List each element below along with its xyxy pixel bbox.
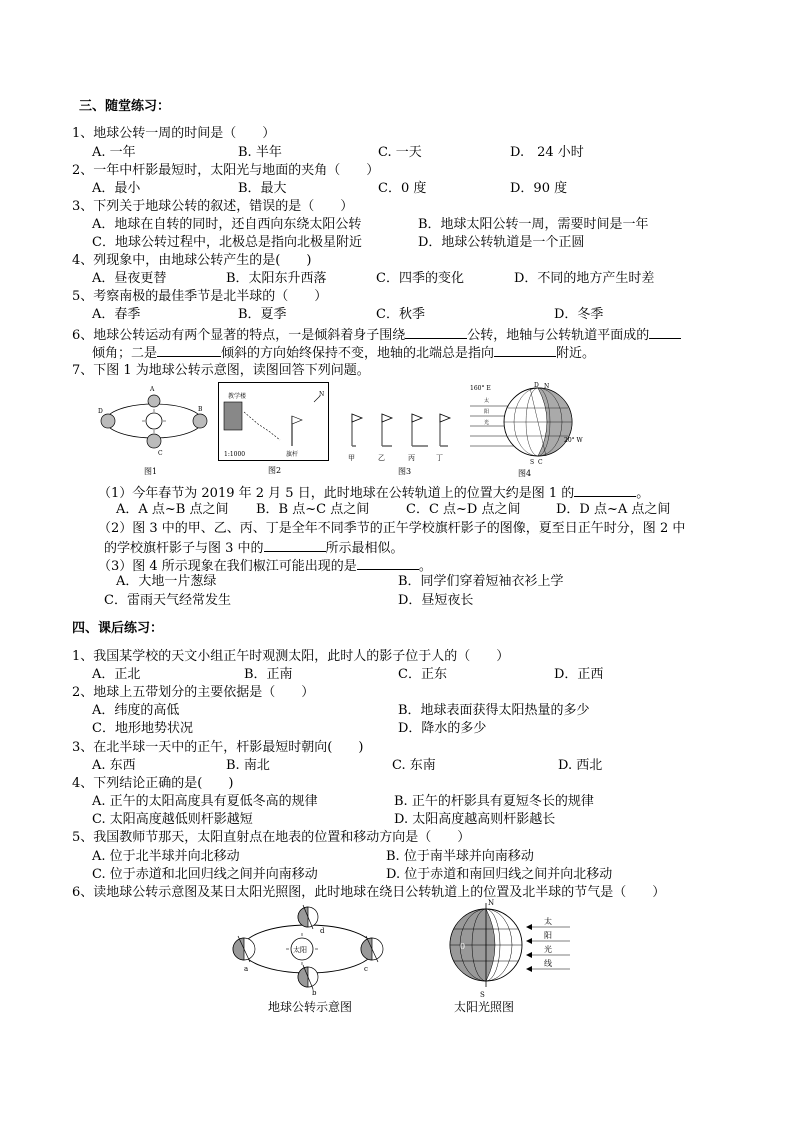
q4-3-opt-c: C. 东南 — [392, 758, 436, 773]
orbit-point-a: a — [244, 965, 249, 973]
q3-5-opt-c: C．秋季 — [376, 307, 425, 322]
blank-field[interactable] — [494, 344, 556, 357]
fig2-label: 图2 — [268, 466, 282, 475]
q4-5-stem: 5、我国教师节那天，太阳直射点在地表的位置和移动方向是（ ） — [72, 830, 471, 845]
q3-7-sub2-b — [104, 539, 404, 557]
sunlight-diagram — [446, 897, 572, 1015]
orbit-point-c: c — [364, 965, 368, 973]
fig4-side-2: 阳 — [484, 409, 490, 415]
q3-7-sub2-pre: 的学校旗杆影子与图 3 中的 — [104, 541, 264, 556]
sun-icon — [146, 413, 162, 429]
q3-4-opt-a: A．昼夜更替 — [92, 271, 167, 286]
sunlight-n: N — [488, 899, 495, 907]
rays-1: 太 — [544, 917, 552, 926]
rays-2: 阳 — [544, 931, 552, 940]
q3-3-stem: 3、下列关于地球公转的叙述，错误的是（ ） — [72, 199, 354, 214]
q3-6-text-2: 公转，地轴与公转轨道平面成的 — [467, 328, 650, 343]
blank-field[interactable] — [264, 539, 326, 552]
q3-2-opt-b: B．最大 — [238, 181, 287, 196]
fig4-d: D — [534, 382, 539, 389]
q4-2-stem: 2、地球上五带划分的主要依据是（ ） — [72, 685, 315, 700]
sunlight-caption: 太阳光照图 — [454, 1000, 515, 1014]
building-icon — [224, 402, 242, 430]
svg-text:A: A — [150, 386, 155, 393]
svg-text:C: C — [158, 450, 163, 457]
q4-6-stem: 6、读地球公转示意图及某日太阳光照图，此时地球在绕日公转轨道上的位置及北半球的节气是（ ） — [72, 885, 666, 900]
q3-5-stem: 5、考察南极的最佳季节是北半球的（ ） — [72, 289, 328, 304]
q3-7-sub1-a: A．A 点~B 点之间 — [116, 502, 229, 517]
fig4-n: N — [544, 383, 550, 390]
q3-1-opt-a: A. 一年 — [92, 145, 136, 160]
q3-4-opt-d: D．不同的地方产生时差 — [514, 271, 655, 286]
q3-6-text-1: 6、地球公转运动有两个显著的特点，一是倾斜着身子围绕 — [72, 328, 406, 343]
sunlight-zero: 0 — [460, 942, 466, 951]
q4-5-opt-a: A. 位于北半球并向北移动 — [92, 849, 240, 864]
fig2-map — [218, 382, 330, 476]
q4-1-opt-a: A．正北 — [92, 667, 141, 682]
q3-5-opt-a: A．春季 — [92, 307, 141, 322]
fig2-building-label: 教学楼 — [228, 393, 247, 400]
q3-7-sub3-end: 。 — [418, 559, 432, 574]
q3-7-sub2-a: （2）图 3 中的甲、乙、丙、丁是全年不同季节的正午学校旗杆影子的图像，夏至日正午时分，图 2 中 — [98, 521, 686, 536]
blank-field[interactable] — [157, 344, 221, 357]
q4-2-opt-b: B．地球表面获得太阳热量的多少 — [398, 703, 590, 718]
q3-2-opt-c: C．0 度 — [378, 181, 427, 196]
q4-2-opt-a: A．纬度的高低 — [92, 703, 180, 718]
orbit-diagram — [232, 903, 386, 1015]
q3-7-stem: 7、下图 1 为地球公转示意图，读图回答下列问题。 — [72, 363, 370, 378]
q4-2-opt-d: D．降水的多少 — [398, 721, 487, 736]
fig3-shadows — [344, 406, 456, 478]
q3-1-opt-b: B. 半年 — [238, 145, 282, 160]
svg-text:D: D — [98, 408, 103, 415]
blank-field[interactable] — [649, 326, 681, 339]
q4-1-opt-c: C．正东 — [398, 667, 447, 682]
fig4-side-1: 太 — [484, 398, 490, 404]
q3-7-sub1 — [98, 484, 649, 502]
fig3-label-bing: 丙 — [408, 454, 415, 462]
q4-3-opt-a: A. 东西 — [92, 758, 136, 773]
q3-7-sub2-post: 所示最相似。 — [325, 541, 404, 556]
q3-3-opt-a: A．地球在自转的同时，还自西向东绕太阳公转 — [92, 217, 362, 232]
q3-5-opt-d: D．冬季 — [554, 307, 604, 322]
section-4-title: 四、课后练习： — [72, 621, 164, 636]
orbit-caption: 地球公转示意图 — [268, 1000, 353, 1014]
blank-field[interactable] — [405, 326, 467, 339]
q3-5-opt-b: B．夏季 — [238, 307, 287, 322]
q4-3-opt-d: D. 西北 — [558, 758, 603, 773]
q3-1-opt-c: C. 一天 — [378, 145, 422, 160]
q4-4-stem: 4、下列结论正确的是( ) — [72, 776, 234, 791]
q3-3-opt-d: D．地球公转轨道是一个正圆 — [418, 235, 585, 250]
q4-5-opt-b: B. 位于南半球并向南移动 — [386, 849, 534, 864]
fig3-label-yi: 乙 — [378, 454, 385, 462]
q3-6-line2 — [92, 344, 595, 362]
q3-6-text-5: 附近。 — [556, 346, 596, 361]
q3-7-sub3-text: （3）图 4 所示现象在我们椒江可能出现的是 — [98, 559, 357, 574]
q3-7-sub3 — [98, 557, 432, 575]
q3-1-opt-d: D. 24 小时 — [510, 145, 584, 160]
q3-7-sub3-a: A．大地一片葱绿 — [116, 574, 217, 589]
blank-field[interactable] — [574, 484, 636, 497]
q3-7-sub3-d: D．昼短夜长 — [398, 593, 474, 608]
q3-7-sub1-b: B．B 点~C 点之间 — [256, 502, 370, 517]
rays-4: 线 — [544, 959, 552, 968]
q4-2-opt-c: C．地形地势状况 — [92, 721, 193, 736]
q3-7-sub3-b: B．同学们穿着短袖衣衫上学 — [398, 574, 564, 589]
q3-2-stem: 2、一年中杆影最短时，太阳光与地面的夹角（ ） — [72, 163, 380, 178]
fig2-flag-label: 旗杆 — [286, 451, 299, 458]
fig1-orbit-diagram — [98, 383, 208, 475]
blank-field[interactable] — [357, 557, 419, 570]
fig4-right-label: 20° W — [564, 437, 583, 444]
q3-7-sub3-c: C．雷雨天气经常发生 — [104, 593, 231, 608]
q4-5-opt-d: D. 位于赤道和南回归线之间并向北移动 — [386, 867, 613, 882]
fig3-label: 图3 — [398, 467, 412, 476]
q4-1-opt-d: D．正西 — [554, 667, 604, 682]
fig2-north: N — [319, 391, 325, 398]
fig4-label: 图4 — [518, 469, 532, 478]
fig4-globe — [464, 380, 584, 478]
q3-7-sub1-c: C．C 点~D 点之间 — [406, 502, 521, 517]
q4-4-opt-d: D. 太阳高度越高则杆影越长 — [394, 812, 556, 827]
orbit-point-b: b — [312, 989, 317, 997]
fig2-scale: 1:1000 — [224, 451, 246, 458]
fig1-label: 图1 — [144, 467, 158, 476]
q3-6-text-4: 倾斜的方向始终保持不变，地轴的北端总是指向 — [221, 346, 495, 361]
q4-1-stem: 1、我国某学校的天文小组正午时观测太阳，此时人的影子位于人的（ ） — [72, 649, 510, 664]
sunlight-s: S — [480, 991, 485, 999]
fig4-top-label: 160° E — [470, 385, 491, 392]
sun-label: 太阳 — [293, 946, 307, 954]
q3-3-opt-b: B．地球太阳公转一周，需要时间是一年 — [418, 217, 649, 232]
fig4-c: C — [538, 459, 543, 466]
q4-3-stem: 3、在北半球一天中的正午，杆影最短时朝向( ) — [72, 740, 364, 755]
fig3-label-jia: 甲 — [348, 454, 355, 462]
q3-3-opt-c: C．地球公转过程中，北极总是指向北极星附近 — [92, 235, 362, 250]
q4-4-opt-a: A. 正午的太阳高度具有夏低冬高的规律 — [92, 794, 318, 809]
q3-4-opt-c: C．四季的变化 — [376, 271, 464, 286]
q4-4-opt-c: C. 太阳高度越低则杆影越短 — [92, 812, 253, 827]
q3-4-opt-b: B．太阳东升西落 — [226, 271, 327, 286]
q4-5-opt-c: C. 位于赤道和北回归线之间并向南移动 — [92, 867, 318, 882]
fig4-s: S — [530, 459, 535, 466]
q4-4-opt-b: B. 正午的杆影具有夏短冬长的规律 — [394, 794, 594, 809]
q3-7-sub1-text: （1）今年春节为 2019 年 2 月 5 日，此时地球在公转轨道上的位置大约是图 1 的 — [98, 486, 575, 501]
fig4-side-3: 光 — [484, 420, 490, 426]
q3-6-line1 — [72, 326, 681, 344]
q3-2-opt-d: D．90 度 — [510, 181, 568, 196]
q3-7-sub1-end: 。 — [636, 486, 650, 501]
orbit-point-d: d — [320, 927, 325, 935]
q4-3-opt-b: B. 南北 — [226, 758, 270, 773]
q4-1-opt-b: B．正南 — [244, 667, 293, 682]
q3-2-opt-a: A．最小 — [92, 181, 141, 196]
q3-6-text-3: 倾角；二是 — [92, 346, 158, 361]
q3-4-stem: 4、列现象中，由地球公转产生的是( ) — [72, 253, 312, 268]
section-3-title: 三、随堂练习： — [79, 99, 171, 114]
fig3-label-ding: 丁 — [436, 454, 443, 462]
svg-text:B: B — [198, 406, 203, 413]
q3-7-sub1-d: D．D 点~A 点之间 — [556, 502, 671, 517]
q3-1-stem: 1、地球公转一周的时间是（ ） — [72, 126, 276, 141]
rays-3: 光 — [544, 945, 552, 954]
